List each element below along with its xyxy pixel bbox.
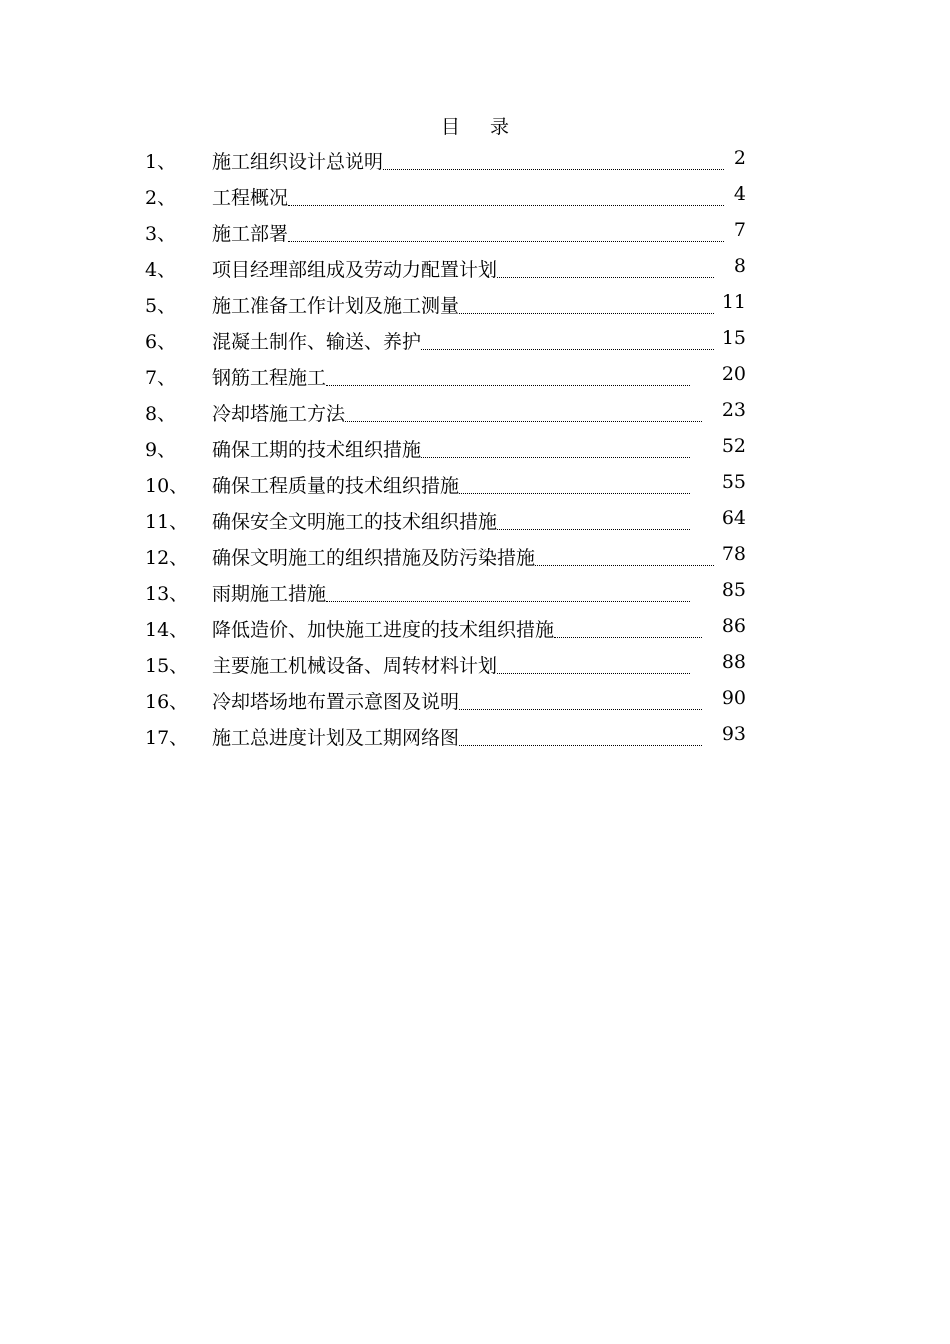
toc-entry [0,357,950,393]
toc-entry-page-number: 11 [721,291,746,313]
toc-entry [0,285,950,321]
toc-entry-number: 10、 [145,475,189,497]
toc-entry-heading-wrap [212,363,690,390]
toc-list [0,141,950,753]
toc-entry-heading-wrap [212,615,702,642]
toc-dotted-leader [459,493,690,494]
toc-entry-number: 5、 [145,295,177,317]
toc-entry-heading: 确保工程质量的技术组织措施 [212,475,460,497]
toc-dotted-leader [459,313,714,314]
toc-entry-page-number: 55 [721,471,746,493]
toc-entry-page-number: 15 [721,327,746,349]
toc-entry-number: 17、 [145,727,189,749]
toc-dotted-leader [459,745,702,746]
toc-entry-page-number: 85 [721,579,746,601]
toc-dotted-leader [421,349,714,350]
toc-entry-heading: 工程概况 [212,187,289,209]
toc-entry-number: 3、 [145,223,177,245]
toc-entry [0,429,950,465]
toc-dotted-leader [326,385,690,386]
toc-entry-number: 11、 [145,511,189,533]
toc-entry-heading: 施工准备工作计划及施工测量 [212,295,460,317]
toc-entry-heading: 项目经理部组成及劳动力配置计划 [212,259,498,281]
toc-entry [0,141,950,177]
toc-entry-heading: 施工部署 [212,223,289,245]
toc-entry-heading-wrap [212,399,702,426]
toc-entry [0,717,950,753]
toc-entry-heading-wrap [212,219,724,246]
toc-entry-heading-wrap [212,723,702,750]
toc-entry-heading-wrap [212,435,690,462]
toc-entry-page-number: 93 [721,723,746,745]
toc-entry [0,573,950,609]
toc-entry-heading: 雨期施工措施 [212,583,327,605]
toc-entry-page-number: 2 [733,147,746,169]
toc-entry-number: 1、 [145,151,177,173]
toc-entry-number: 9、 [145,439,177,461]
toc-entry-heading-wrap [212,471,690,498]
toc-entry-heading-wrap [212,687,702,714]
toc-dotted-leader [459,709,702,710]
toc-entry [0,249,950,285]
toc-entry-page-number: 90 [721,687,746,709]
toc-entry-number: 7、 [145,367,177,389]
toc-entry-heading-wrap [212,147,724,174]
toc-entry-page-number: 4 [733,183,746,205]
toc-entry-heading: 冷却塔场地布置示意图及说明 [212,691,460,713]
toc-entry-page-number: 23 [721,399,746,421]
toc-dotted-leader [421,457,690,458]
toc-entry-heading: 钢筋工程施工 [212,367,327,389]
toc-entry-page-number: 64 [721,507,746,529]
toc-entry [0,609,950,645]
toc-entry-page-number: 52 [721,435,746,457]
toc-dotted-leader [497,277,714,278]
toc-entry-heading: 降低造价、加快施工进度的技术组织措施 [212,619,555,641]
toc-entry-page-number: 8 [733,255,746,277]
toc-entry [0,393,950,429]
toc-entry [0,465,950,501]
toc-entry-number: 13、 [145,583,189,605]
toc-entry-heading: 混凝土制作、输送、养护 [212,331,422,353]
toc-dotted-leader [288,241,724,242]
toc-entry [0,681,950,717]
toc-entry-heading: 确保文明施工的组织措施及防污染措施 [212,547,536,569]
toc-entry-number: 14、 [145,619,189,641]
toc-entry-heading-wrap [212,291,714,318]
toc-dotted-leader [554,637,702,638]
toc-entry-heading-wrap [212,507,690,534]
title-char-2: 录 [490,116,510,138]
toc-entry-heading-wrap [212,651,690,678]
toc-entry-heading-wrap [212,327,714,354]
toc-entry-page-number: 88 [721,651,746,673]
toc-entry-heading: 施工组织设计总说明 [212,151,384,173]
toc-dotted-leader [345,421,702,422]
toc-entry-page-number: 20 [721,363,746,385]
toc-entry [0,213,950,249]
toc-entry-heading: 主要施工机械设备、周转材料计划 [212,655,498,677]
toc-entry-heading-wrap [212,183,724,210]
toc-entry-page-number: 78 [721,543,746,565]
toc-dotted-leader [383,169,724,170]
toc-entry-page-number: 7 [733,219,746,241]
toc-dotted-leader [326,601,690,602]
page-title [0,112,950,139]
toc-entry-number: 4、 [145,259,177,281]
toc-dotted-leader [535,565,714,566]
toc-dotted-leader [497,529,690,530]
toc-entry-number: 15、 [145,655,189,677]
toc-entry [0,501,950,537]
toc-entry-heading: 确保工期的技术组织措施 [212,439,422,461]
toc-entry-number: 2、 [145,187,177,209]
toc-entry [0,537,950,573]
toc-entry-page-number: 86 [721,615,746,637]
toc-entry-heading-wrap [212,543,714,570]
toc-entry-heading-wrap [212,255,714,282]
toc-entry-heading-wrap [212,579,690,606]
toc-entry-number: 12、 [145,547,189,569]
toc-entry-heading: 确保安全文明施工的技术组织措施 [212,511,498,533]
toc-entry [0,321,950,357]
toc-entry-heading: 冷却塔施工方法 [212,403,346,425]
toc-entry-heading: 施工总进度计划及工期网络图 [212,727,460,749]
toc-entry [0,177,950,213]
toc-entry-number: 6、 [145,331,177,353]
toc-dotted-leader [288,205,724,206]
toc-entry-number: 16、 [145,691,189,713]
toc-entry-number: 8、 [145,403,177,425]
title-char-1: 目 [440,116,460,138]
toc-entry [0,645,950,681]
toc-dotted-leader [497,673,690,674]
